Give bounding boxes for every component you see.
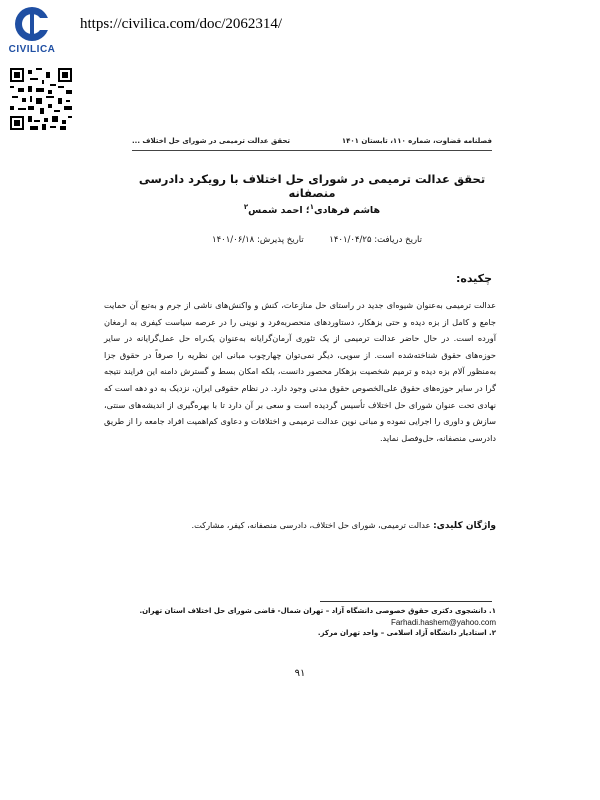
civilica-logo-icon [10, 6, 54, 42]
footnote-2: ۲. استادیار دانشگاه آزاد اسلامی – واحد تهران مرکز. [317, 629, 496, 637]
header-divider [132, 150, 492, 151]
author-2: ؛ احمد شمس [248, 205, 310, 217]
author-email[interactable]: Farhadi.hashem@yahoo.com [390, 618, 496, 627]
civilica-logo [6, 6, 58, 56]
keywords [104, 520, 496, 531]
article-title: تحقق عدالت ترمیمی در شورای حل اختلاف با رویکرد دادرسی منصفانه [138, 172, 486, 200]
footnote-divider [320, 601, 492, 602]
author-1-mark: ۱ [309, 203, 314, 211]
journal-issue: فصلنامه قضاوت، شماره ۱۱۰، تابستان ۱۴۰۱ [341, 137, 492, 145]
date-received: تاریخ دریافت: ۱۴۰۱/۰۴/۲۵ [329, 235, 422, 245]
author-2-mark: ۲ [243, 203, 249, 211]
qr-code-icon [10, 68, 72, 130]
footnote-1: ۱. دانشجوی دکتری حقوق خصوصی دانشگاه آزاد – تهران شمال- قاضی شورای حل اختلاف استان تهران. [139, 607, 496, 615]
abstract-text: عدالت ترمیمی به‌عنوان شیوه‌ای جدید در راستای حل منازعات، کنش و واکنش‌های ناشی از جرم و به‌تبع آن حمایت جامع و کامل از بزه دیده و حتی بزهکار، دستاوردهای منحصربه‌فرد و نوینی را در عرصه سیاست کیفری به ارمغان آورده است. در حال حاضر عدالت ترمیمی از یک تئوری آرمان‌گرایانه به‌عنوان یک‌راه حل عمل‌گرایانه در سایر حوزه‌های حقوق شناخته‌شده است. از سویی، دیگر نمی‌توان چهارچوب مبانی این نظریه را صرفاً در حقوق جزا به‌منظور آلام بزه دیده و ترمیم شخصیت بزهکار محصور دانست، بلکه امکان بسط و گسترش دامنه این فرایند نتیجه گرا در سایر حوزه‌های حقوق علی‌الخصوص حقوق مدنی وجود دارد. در نظام حقوقی ایران، نزدیک به دو دهه است که نهادی تحت عنوان شورای حل اختلاف تأسیس گردیده است و سعی بر آن دارد تا با بهره‌گیری از اندیشه‌های سنتی، سازش و داوری را اجرایی نموده و مبانی نوین عدالت ترمیمی و اختلافات و دعاوی کم‌اهمیت افراد جامعه را از طریق دادرسی منصفانه، حل‌وفصل نماید. [104, 300, 496, 443]
keywords-label: واژگان کلیدی: [433, 521, 496, 531]
short-title: تحقق عدالت ترمیمی در شورای حل اختلاف ... [132, 137, 291, 145]
date-accepted: تاریخ پذیرش: ۱۴۰۱/۰۶/۱۸ [212, 235, 304, 245]
abstract-heading: چکیده: [455, 272, 492, 285]
author-1: هاشم فرهادی [313, 205, 381, 217]
logo-text: CIVILICA [8, 44, 56, 55]
authors [132, 203, 492, 216]
keywords-list: عدالت ترمیمی، شورای حل اختلاف، دادرسی منصفانه، کیفر، مشارکت. [191, 520, 431, 530]
running-head [132, 137, 492, 151]
page-number: ۹۱ [294, 668, 306, 679]
document-url[interactable]: https://civilica.com/doc/2062314/ [80, 16, 283, 32]
footnotes [104, 606, 496, 639]
